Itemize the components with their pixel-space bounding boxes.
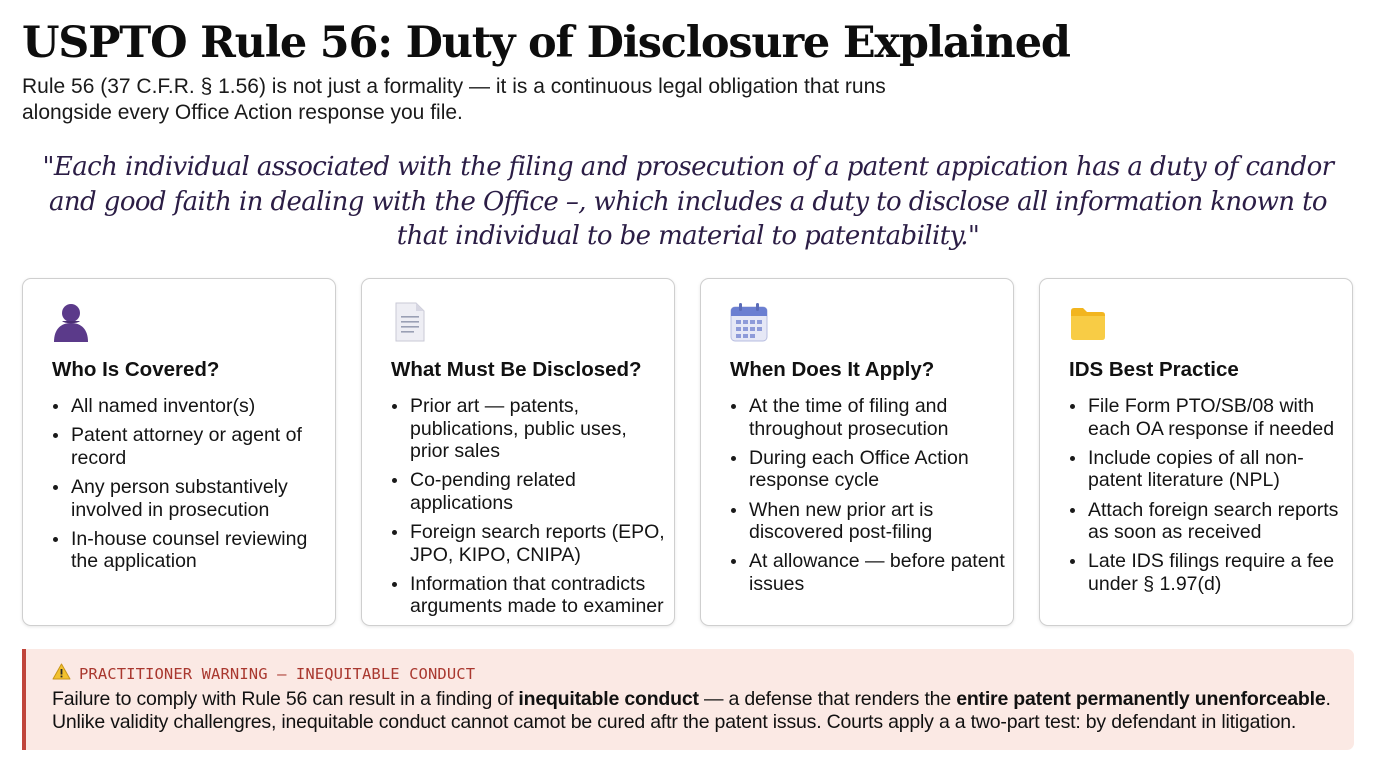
list-item: In-house counsel reviewing the application — [71, 528, 330, 573]
list-item: Any person substantively involved in prosecution — [71, 476, 330, 521]
list-item: File Form PTO/SB/08 with each OA response if needed — [1088, 395, 1347, 440]
list-item: Information that contradicts arguments made to examiner — [410, 573, 669, 618]
person-icon — [51, 301, 91, 343]
page-title: USPTO Rule 56: Duty of Disclosure Explained — [22, 18, 1070, 68]
card-title: What Must Be Disclosed? — [391, 358, 642, 381]
card-list — [52, 395, 330, 580]
card-list — [1069, 395, 1347, 602]
folder-icon — [1068, 301, 1108, 343]
card-ids-best-practice — [1039, 278, 1353, 626]
card-when-does-it-apply — [700, 278, 1014, 626]
card-title: Who Is Covered? — [52, 358, 220, 381]
list-item: All named inventor(s) — [71, 395, 330, 418]
warning-emphasis: entire patent permanently unenforceable — [956, 688, 1326, 710]
list-item: Late IDS filings require a fee under § 1.97(d) — [1088, 550, 1347, 595]
info-cards — [22, 278, 1354, 628]
document-icon — [390, 301, 430, 343]
warning-text — [52, 688, 1352, 734]
card-title: IDS Best Practice — [1069, 358, 1239, 381]
list-item: During each Office Action response cycle — [749, 447, 1008, 492]
list-item: Include copies of all non-patent literature (NPL) — [1088, 447, 1347, 492]
warning-emphasis: inequitable conduct — [518, 688, 699, 710]
rule-quote: "Each individual associated with the filing and prosecution of a patent appication has a duty of candor and good faith in dealing with the Office –, which includes a duty to disclose all information known to that individual to be material to patentability." — [42, 152, 1334, 251]
warning-icon — [52, 663, 71, 685]
list-item: Co-pending related applications — [410, 469, 669, 514]
practitioner-warning — [22, 649, 1354, 750]
calendar-icon — [729, 301, 769, 343]
warning-text-part: — a defense that renders the — [698, 688, 957, 710]
card-title: When Does It Apply? — [730, 358, 935, 381]
list-item: Attach foreign search reports as soon as received — [1088, 499, 1347, 544]
list-item: When new prior art is discovered post-filing — [749, 499, 1008, 544]
list-item: Foreign search reports (EPO, JPO, KIPO, CNIPA) — [410, 521, 669, 566]
card-who-is-covered — [22, 278, 336, 626]
intro-text: Rule 56 (37 C.F.R. § 1.56) is not just a formality — it is a continuous legal obligation that runs alongside every Office Action response you file. — [22, 75, 886, 124]
warning-text-part: Failure to comply with Rule 56 can result in a finding of — [52, 688, 519, 710]
list-item: At allowance — before patent issues — [749, 550, 1008, 595]
card-what-must-be-disclosed — [361, 278, 675, 626]
list-item: Patent attorney or agent of record — [71, 424, 330, 469]
warning-header — [52, 663, 475, 685]
list-item: Prior art — patents, publications, public uses, prior sales — [410, 395, 669, 463]
card-list — [730, 395, 1008, 602]
warning-text-part: . Unlike validity challengres, inequitable conduct cannot camot be cured aftr the patent issus. Courts apply a a two-part test: by defendant in litigation. — [52, 688, 1331, 733]
warning-title: PRACTITIONER WARNING — INEQUITABLE CONDUCT — [79, 665, 476, 683]
card-list — [391, 395, 669, 625]
list-item: At the time of filing and throughout prosecution — [749, 395, 1008, 440]
